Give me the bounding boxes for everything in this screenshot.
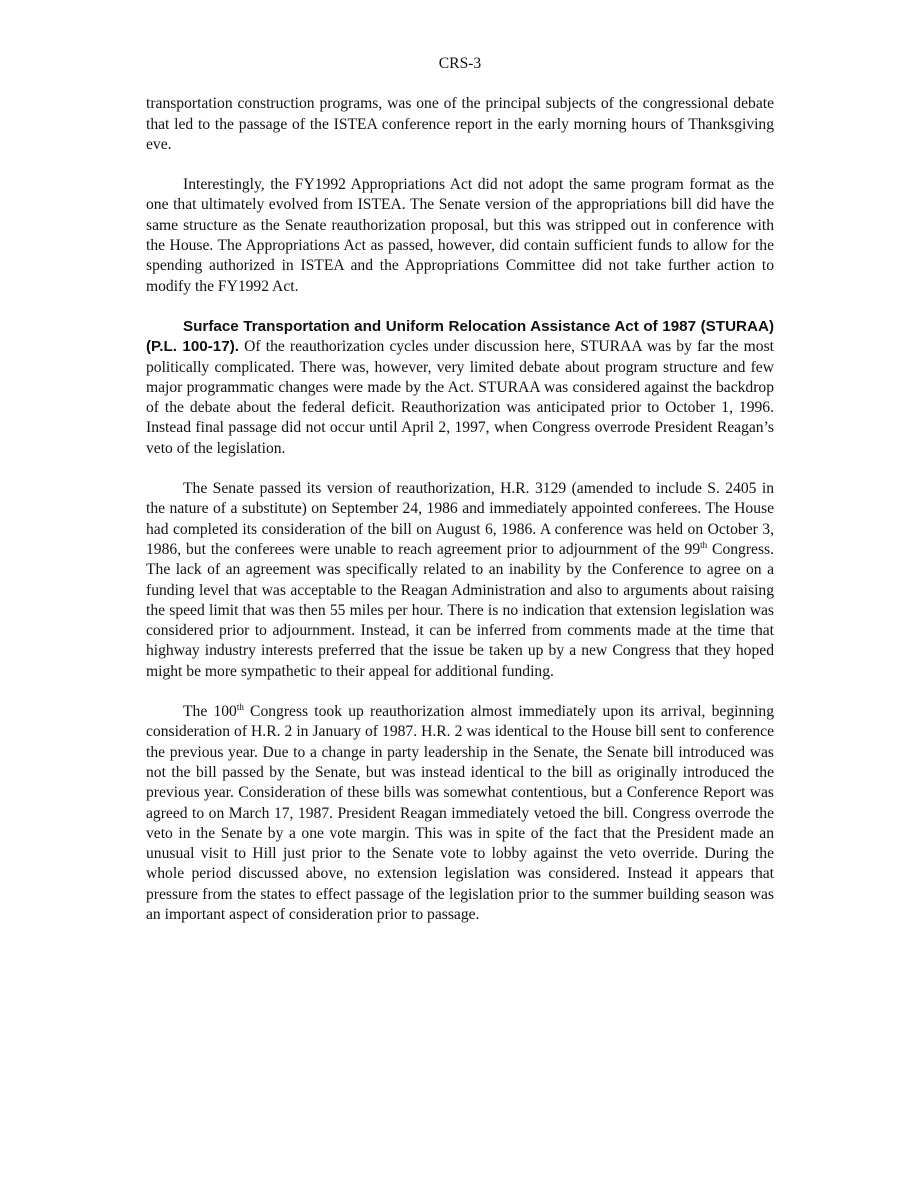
paragraph-4 <box>146 479 774 682</box>
paragraph-4-text-b: Congress. The lack of an agreement was specifically related to an inability by the Conference to agree on a funding level that was acceptable to the Reagan Administration and also to arguments about raising the speed limit that was then 55 miles per hour. There is no indication that extension legislation was considered prior to adjournment. Instead, it can be inferred from comments made at the time that highway industry interests preferred that the issue be taken up by a new Congress that they hoped might be more sympathetic to their appeal for additional funding. <box>146 540 774 680</box>
ordinal-suffix: th <box>236 702 244 713</box>
paragraph-4-text-a: The Senate passed its version of reauthorization, H.R. 3129 (amended to include S. 2405 in the nature of a substitute) on September 24, 1986 and immediately appointed conferees. The House had completed its consideration of the bill on August 6, 1986. A conference was held on October 3, 1986, but the conferees were unable to reach agreement prior to adjournment of the 99 <box>146 480 774 558</box>
section-heading: Surface Transportation and Uniform Relocation Assistance Act of 1987 (STURAA)(P.L. 100-17). <box>146 317 774 356</box>
paragraph-5-text-a: The 100 <box>183 703 237 721</box>
paragraph-3-text: Of the reauthorization cycles under discussion here, STURAA was by far the most politically complicated. There was, however, very limited debate about program structure and few major programmatic changes were made by the Act. STURAA was considered against the backdrop of the debate about the federal deficit. Reauthorization was anticipated prior to October 1, 1996. Instead final passage did not occur until April 2, 1997, when Congress overrode President Reagan’s veto of the legislation. <box>146 338 775 457</box>
paragraph-5-text-b: Congress took up reauthorization almost immediately upon its arrival, beginning consideration of H.R. 2 in January of 1987. H.R. 2 was identical to the House bill sent to conference the previous year. Due to a change in party leadership in the Senate, the Senate bill introduced was not the bill passed by the Senate, but was instead identical to the bill as originally introduced the previous year. Consideration of these bills was somewhat contentious, but a Conference Report was agreed to on March 17, 1987. President Reagan immediately vetoed the bill. Congress overrode the veto in the Senate by a one vote margin. This was in spite of the fact that the President made an unusual visit to Hill just prior to the Senate vote to lobby against the veto override. During the whole period discussed above, no extension legislation was considered. Instead it appears that pressure from the states to effect passage of the legislation prior to the summer building season was an important aspect of consideration prior to passage. <box>146 703 774 923</box>
paragraph-5 <box>146 702 774 925</box>
paragraph-2: Interestingly, the FY1992 Appropriations Act did not adopt the same program format as the one that ultimately evolved from ISTEA. The Senate version of the appropriations bill did have the same structure as the Senate reauthorization proposal, but this was stripped out in conference with the House. The Appropriations Act as passed, however, did contain sufficient funds to allow for the spending authorized in ISTEA and the Appropriations Committee did not take further action to modify the FY1992 Act. <box>146 176 774 295</box>
paragraph-3 <box>146 317 774 459</box>
paragraph-1: transportation construction programs, was one of the principal subjects of the congressional debate that led to the passage of the ISTEA conference report in the early morning hours of Thanksgiving eve. <box>146 95 774 153</box>
document-page <box>146 54 774 945</box>
ordinal-suffix: th <box>700 539 708 550</box>
page-label: CRS-3 <box>438 55 482 72</box>
